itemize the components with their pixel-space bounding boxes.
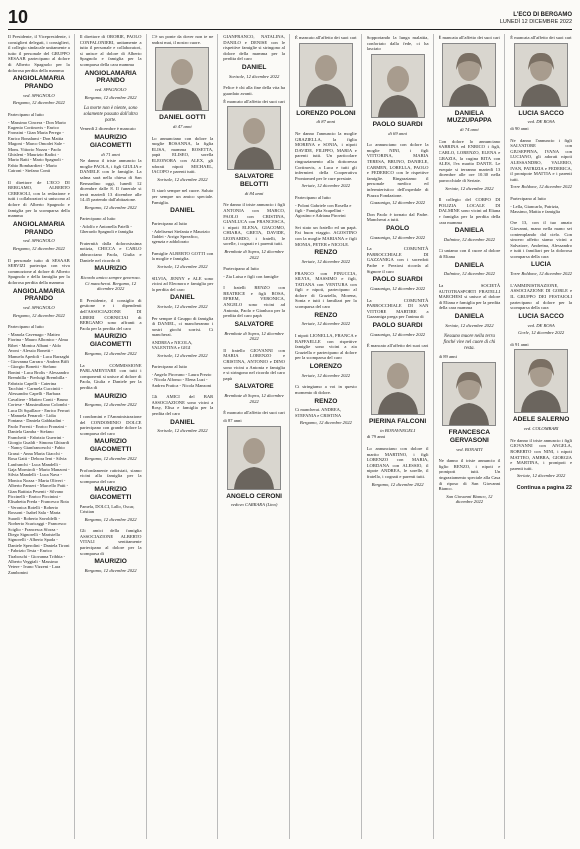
notice-place: Bergamo, 12 dicembre 2022	[84, 94, 137, 100]
portrait-photo	[155, 47, 209, 111]
obituary-notice	[367, 298, 429, 338]
notice-names: LUCIA SACCO	[518, 109, 564, 117]
notice-intro: Felice è chi alla fine della vita ha guardato avanti.	[223, 85, 285, 96]
obituary-notice	[295, 225, 357, 265]
notice-intro: Ore 13, con il tuo amato Giovanni, mano nella mano sei contemplando dal cielo. Con sincero affetto siamo vicini a Salvatore, Andreina, Alessandro e tutti i familiari per la dolorosa scomparsa della cara	[510, 220, 572, 259]
obituary-notice	[8, 258, 70, 319]
notice-intro: Partecipano al lutto	[510, 195, 546, 201]
obituary-notice	[8, 112, 70, 174]
notice-intro: L'AMMINISTRAZIONE, ASSOCIAZIONE DI GORLE e IL GRUPPO DEI FESTAIOLI partecipano al dolore per la scomparsa della cara	[510, 282, 572, 311]
notice-sub: di 74 anni	[460, 127, 479, 133]
portrait-photo	[514, 43, 568, 107]
notice-list: - Lella, Giancarlo, Patrizia, Massimo, Mattia e famiglia	[510, 203, 560, 214]
notice-intro: La COMUNITÀ PARROCCHIALE DI SAN VITTORE MARTIRE a Gazzaniga prega per l'anima di	[366, 297, 429, 320]
notice-intro: Il fratello GIOVANNI con MARIA LORENZO e CRISTINA, ANTONIO e DINO sono vicini a Antonia e famiglia e si stringono nel ricordo del caro papà	[223, 347, 285, 381]
notice-intro: Ne danno il triste annuncio i figli GIOVANNI con ANGELA, ROBERTO con NINI, i nipoti MATTEO, AMBRA, GIORGIA e MARTINA, i pronipoti e parenti tutti.	[510, 437, 572, 471]
notice-sub: di 71 anni	[101, 151, 120, 157]
notice-names: DANIEL	[170, 207, 195, 215]
obituary-notice	[223, 285, 285, 342]
notice-names: ANGIOLAMARIA PRANDO	[12, 75, 65, 90]
notice-sub: di 69 anni	[388, 130, 407, 136]
notice-list: - Massimo Cincera - Don Mario Eugenio Cortinovis - Enrico Fronzini - Gian Maria Perego - Enrico Bonalumi - Don Mattia Magoni - Marco Omodei Sale - Mons. Vittorio Nozza - Paolo Ghisleni - Maurizio Radici - Mario Ratti - Mario Spagnoli - Fabio Bombardieri - Mario Caironi - Stefano Conti	[8, 119, 66, 174]
obituary-notice	[80, 468, 142, 523]
notice-intro: È mancato all'affetto dei suoi cari	[223, 410, 285, 416]
obituary-notice	[295, 35, 357, 125]
notice-place: Seriate, 12 dicembre 2022	[445, 185, 494, 191]
obituary-notice	[8, 180, 70, 252]
notice-place: Bergamo, 12 dicembre 2022	[84, 516, 137, 522]
notice-intro: Don Paolo è tornato dal Padre. Mancherai a tutti.	[366, 211, 429, 223]
notice-poem: Nessuno muore nella terra finché vive nel cuore di chi resta.	[443, 334, 496, 352]
notice-place: Torre Boldone, 12 dicembre 2022	[510, 184, 572, 190]
notice-names: DANIELA MUZZUPAPPA	[446, 109, 492, 125]
notice-names: LUCIA	[531, 261, 552, 269]
notice-place: Sorisole, 12 dicembre 2022	[228, 73, 280, 79]
notice-intro: Il collegio del CORPO DI POLIZIA LOCALE DI DALMINE sono vicini ad Eliana e famiglia per la perdita della cara mamma	[438, 197, 501, 225]
notice-names: MAURIZIO	[94, 558, 127, 566]
notice-sub: vedovo CARRARA (Lino)	[230, 502, 278, 508]
paper-date: LUNEDÌ 12 DICEMBRE 2022	[499, 19, 572, 25]
notice-place: Gazzaniga, 12 dicembre 2022	[370, 234, 426, 240]
notice-intro: GIANFRANCO, NATALINA, DANILO e DENISE con le rispettive famiglie si stringono al dolore della mamma per la perdita del caro	[223, 34, 285, 62]
notice-intro: Ne danno l'annuncio la moglie GRAZIELLA, la figlia MORENA e SONIA, i nipoti DAVIDE, FILIPPO, MARIA e parenti tutti. Un particolare ringraziamento alla dottoressa Cortinovis, a Luca e tutti gli infermieri della Cooperativa Prontomed per le cure prestate.	[295, 130, 357, 181]
obituary-notice	[510, 438, 572, 479]
obituary-notice	[439, 35, 501, 133]
portrait-photo	[227, 426, 281, 490]
notice-list: - Poloni Gabriele con Rosella e figli - Famiglia Scapellini - Agostino e Adriana Pirovini	[295, 202, 352, 219]
notice-sub: ved. DE ROSA	[527, 322, 555, 328]
notice-intro: Ci uniamo con il cuore al dolore di Eliana	[438, 248, 501, 260]
notice-intro: I fratelli RENZO con BEATRICE e figli ROSA, EFREM, VERONICA, ANGELO sono vicini ad Antonia, Paolo e Gianluca per la perdita del caro papà	[223, 285, 285, 319]
obituary-notice	[223, 202, 285, 260]
notice-text: di 89 anni	[438, 354, 457, 360]
notice-place: Bergamo, 12 dicembre 2022	[12, 100, 65, 106]
notice-place: Seriate, 12 dicembre 2022	[445, 322, 494, 328]
notice-names: ANGIOLAMARIA PRANDO	[12, 220, 65, 236]
notice-text2: di 79 anni	[366, 434, 386, 440]
obituary-notice	[152, 251, 214, 270]
notice-names: DANIEL	[170, 418, 195, 426]
obituary-notice	[8, 324, 70, 575]
obituary-notice	[439, 139, 501, 191]
notice-names: ANGIOLAMARIA PRANDO	[12, 287, 65, 303]
obituary-notice	[510, 196, 572, 214]
column-2	[80, 34, 147, 839]
column-7	[439, 34, 506, 839]
notice-place: Sorisole, 12 dicembre 2022	[157, 304, 208, 310]
notice-sub: ved. SPAGNOLO	[23, 305, 55, 311]
notice-names: LORENZO POLONI	[296, 109, 356, 117]
notice-names: ADELE SALERNO	[512, 416, 570, 424]
notice-sub: ved. BONAITI	[456, 446, 483, 452]
obituary-notice	[510, 138, 572, 190]
obituary-notice	[223, 34, 285, 79]
obituary-notice	[510, 342, 572, 432]
notice-place: Gazzaniga, 12 dicembre 2022	[370, 286, 426, 292]
notice-names: MAURIZIO	[94, 265, 127, 273]
obituary-notice	[152, 221, 214, 245]
notice-text: Venerdì 2 dicembre è mancato	[79, 126, 136, 132]
notice-list: - Adelisenzi Stefania e Maurizio Taddei - Arrigo Spreafico, agenzia e addolorato	[151, 228, 210, 245]
notice-text: È mancata all'affetto dei suoi cari	[438, 35, 500, 40]
obituary-notice	[223, 410, 285, 508]
notice-place: Seriate, 12 dicembre 2022	[516, 473, 566, 479]
notice-intro: Il direttore de L'ECO DI BERGAMO, ALBERTO CERESOLI, con la redazione e tutti i collaboratori si uniscono al dolore di Alberto Spagnolo e famiglia per la scomparsa della mamma	[8, 179, 70, 219]
obituary-notice	[367, 343, 429, 440]
obituary-notice	[510, 220, 572, 277]
notice-place: Seriate, 12 dicembre 2022	[301, 372, 351, 378]
notice-intro: Gli amici della famiglia ASSOCIAZIONE ALBERTO VITALI sentitamente partecipano al dolore per la scomparsa di	[79, 528, 142, 556]
notice-intro: Il Presidente, il consiglio di gestione e i dipendenti dell'ASSOCIAZIONE DI LIBERI CORNICIAI di BERGAMO sono affranti a Paola per la perdita del caro	[79, 297, 142, 331]
column-8	[510, 34, 572, 839]
notice-list: Pamela, DOLCI, Lallo, Oscar, Cristian	[79, 503, 135, 515]
notice-list: - Adolfo e Antonella Patelli - Gherardo Spagnoli e famiglia	[79, 224, 134, 235]
notice-sub: ved. SPAGNOLO	[94, 87, 127, 93]
notice-intro: Il direttore di OROBIE, PAOLO CONFALONIERI, unitamente a tutto il personale e collaboratori, si unisce al dolore di Alberto Spagnolo e famiglia per la scomparsa della cara mamma	[79, 34, 142, 67]
obituary-notice	[439, 248, 501, 277]
notice-names: RENZO	[314, 249, 338, 257]
obituary-notice	[510, 283, 572, 336]
notice-list: ANDREA e NICOLA, VALENTINA e GIGI	[151, 340, 193, 351]
page-number: 10	[8, 7, 29, 27]
obituary-notice	[152, 394, 214, 434]
notice-names: SALVATORE	[234, 383, 274, 391]
notice-names: DANIEL GOTTI	[159, 114, 206, 122]
notice-place: Sorisole, 12 dicembre 2022	[157, 352, 208, 358]
notice-intro: Il Presidente, il Vicepresidente, i consiglieri delegati, i consiglieri, il collegio sindacale unitamente a tutto il personale del GRUPPO SESAAB partecipano al dolore di Alberto Spagnolo per la dolorosa perdita della mamma	[8, 34, 70, 73]
obituary-notice	[152, 316, 214, 359]
notice-names: MAURIZIO GIACOMETTI	[89, 438, 132, 454]
notice-names: MAURIZIO GIACOMETTI	[89, 333, 132, 349]
obituary-notice	[80, 241, 142, 292]
notice-place: Gorle, 12 dicembre 2022	[518, 330, 565, 336]
notice-list: - Manola Cavenago - Matteo Fiorina - Mauro Albonico - Alma Ribet - Monica Albani - Aldo Avoni - Alessio Bonetti - Manuela Apedoli - Luca Barzaghi - Giovanna Carrara - Andrea Biffi - Giorgio Bonetti - Stefano Bonini - Luca Brolis - Alessandro Brembilla - Pierluigi Brembilla - Fabrizio Capelli - Caterina Tacchini - Carmela Cucciniti - Alessandro Capelli - Barbara Cavaliere - Matteo Conti - Bruno Cortese - Massimiliano Colombi - Luca Di Squillace - Enrico Ferrari - Manuela Fenaroli - Lidia Fontana - Daniela Gabbiadini - Paolo Foresti - Enrico Fronzini - Daniela Gamba - Stefano Franchetti - Fabrizio Guerrini - Giorgio Gualdi - Simona Ghirardi - Nancy Gianfranceschi - Fabio Grassi - Anna Maria Giacchi - Rosa Gatti - Debora Ieni - Silvia Lanfranchi - Luca Mandelli - Gaja Morniroli - Mario Manzoni - Silvia Mandelli - Luca Nava - Monica Nozza - Marta Oliveri - Alberto Panseri - Marcello Patti - Gian Battista Pesenti - Silvano Piccinelli - Enrico Piccinini - Elisabetta Preda - Francesco Rota - Veronica Rotelli - Roberto Rossoni - Isabel Sala - Marta Suardi - Roberto Savoldelli - Norberto Scaricaggi - Francesco Sciglio - Francesca Sforza - Diego Signorelli - Maristella Signorelli - Alberto Spada - Daniele Sperolini - Daniela Tironi - Fabrizio Testa - Enrico Tiraboschi - Giovanna Tribbia - Alberto Veggiali - Massimo Vetere - Ivano Vizzeni - Lara Zambonini	[8, 331, 70, 575]
notice-place: Seriate, 12 dicembre 2022	[301, 258, 351, 264]
notice-names: DANIEL	[241, 63, 267, 71]
obituary-notice	[152, 276, 214, 310]
notice-sub: in BONAVANGELI	[380, 427, 416, 433]
notice-intro: Lo annunciano con dolore il marito MARTINO, i figli LORENZO con MARIA, LORDANA con ALESSIO, il nipote ANDREA, le sorelle, il fratello, i cognati e parenti tutti.	[366, 445, 429, 479]
notice-place: Bergamo, 12 dicembre 2022	[84, 204, 137, 210]
notice-names: PAOLO	[386, 224, 410, 232]
notice-place: Bergamo, 12 dicembre 2022	[84, 568, 137, 574]
obituary-notice	[367, 446, 429, 487]
obituary-columns	[8, 34, 572, 839]
obituary-notice	[367, 142, 429, 206]
obituary-notice	[295, 195, 357, 219]
notice-place: Sorisole, 12 dicembre 2022	[157, 176, 208, 182]
notice-place: Bergamo, 12 dicembre 2022	[371, 481, 424, 487]
notice-place: Dalmine, 12 dicembre 2022	[443, 271, 495, 277]
notice-intro: I condomini e l'Amministrazione del CONDOMINIO DOLCE partecipano con grande dolore la scomparsa del caro	[79, 413, 142, 436]
notice-place: Bergamo, 12 dicembre 2022	[84, 402, 137, 408]
notice-text: Sopportando la lunga malattia, confortato dalla fede, ci ha lasciato	[366, 35, 429, 52]
notice-intro: Famiglie ALBERTO GOTTI con la moglie e famiglia.	[151, 250, 214, 262]
notice-place: Bergamo, 12 dicembre 2022	[84, 455, 137, 461]
column-5	[295, 34, 362, 839]
notice-names: DANIELA	[454, 313, 485, 321]
obituary-notice	[152, 136, 214, 183]
notice-names: RENZO	[314, 311, 338, 319]
notice-place: Ricordo amico sempre generoso. Ci mancherai. Bergamo, 12 dicembre 2022	[80, 275, 141, 292]
obituary-notice	[295, 333, 357, 378]
notice-names: LORENZO	[309, 363, 342, 371]
obituary-notice	[80, 414, 142, 462]
notice-text2: di 90 anni	[510, 125, 529, 131]
obituary-notice	[295, 131, 357, 189]
notice-names: MAURIZIO	[94, 392, 127, 400]
notice-place: Bergamo, 12 dicembre 2022	[12, 312, 65, 318]
page-header	[8, 6, 572, 30]
notice-names: DANIELA	[454, 227, 485, 235]
notice-intro2: Ne danno il triste annuncio la moglie PAOLA, i figli GIULIA e DANIELE con le famiglie. La salma sarà nella chiesa di San Bernardino oggi, lunedì 12 dicembre dalle 8. Il funerale si terrà martedì 13 dicembre alle 14.45 partendo dall'abitazione.	[79, 158, 142, 203]
notice-names: MAURIZIO GIACOMETTI	[89, 486, 132, 502]
notice-poem: La morte non è niente, sono solamente passato dall'altra parte.	[83, 106, 138, 124]
notice-intro: Profondamente rattristati, siamo vicini alla famiglia per la scomparsa del caro	[79, 467, 142, 484]
obituary-notice	[439, 197, 501, 242]
obituary-notice	[80, 216, 142, 234]
portrait-photo	[371, 351, 425, 415]
notice-intro: Partecipano al lutto	[295, 194, 331, 200]
notice-names: LUCIA SACCO	[518, 312, 564, 320]
obituary-notice	[152, 364, 214, 388]
notice-names: ANGELO CERONI	[226, 492, 282, 500]
notice-intro: Per sempre il Gruppo di famiglia di DANIEL, ci mancheranno i nostri giochi sorrisi. Ci mancherai.	[151, 315, 214, 338]
notice-names: PAOLO SUARDI	[372, 120, 423, 128]
notice-text: È mancato all'affetto dei suoi cari	[223, 98, 285, 104]
obituary-notice	[439, 334, 501, 452]
obituary-notice	[80, 363, 142, 408]
notice-names: PAOLO SUARDI	[372, 322, 423, 330]
portrait-photo	[371, 54, 425, 118]
obituary-notice	[295, 384, 357, 425]
notice-place: San Giovanni Bianco, 12 dicembre 2022	[446, 493, 493, 505]
paper-name: L'ECO DI BERGAMO	[513, 12, 572, 18]
notice-intro: Gli AMICI del BAR ASSOCIAZIONE sono vicini a Rosy, Elisa e famiglia per la perdita del caro	[151, 394, 214, 417]
notice-intro: SILVIA, JENNY e ALE sono vicini ad Eleonora e famiglia per la perdita del caro	[151, 275, 214, 292]
notice-place: Bergamo, 12 dicembre 2022	[12, 245, 65, 251]
notice-text: È mancata all'affetto dei suoi cari	[510, 35, 572, 40]
column-4	[223, 34, 290, 839]
obituary-notice	[80, 298, 142, 357]
portrait-photo	[299, 43, 353, 107]
notice-text: Ti starò sempre nel cuore. Saluto per sempre un amico speciale. Famiglia.	[151, 188, 214, 205]
notice-sub: ved. COLOMBARI	[523, 426, 559, 432]
obituary-notice	[152, 34, 214, 130]
notice-place: Seriate, 12 dicembre 2022	[301, 183, 351, 189]
notice-place: Torre Boldone, 12 dicembre 2022	[510, 271, 572, 277]
notice-place: Sorisole, 12 dicembre 2022	[157, 428, 208, 434]
notice-intro: C'è un ponte da dover non te ne andrai mai, il nostro cuore.	[151, 34, 214, 45]
notice-intro: Ne danno il triste annuncio i figli ANTONIA con MARCO, PAOLO con CRISTINA, GIANLUCA con FRANCESCA, i nipoti ELENA, GIACOMO, CHIARA, GRETA, DAVIDE, LEONARDO, i fratelli, le sorelle, i cognati e i parenti tutti.	[223, 202, 285, 247]
notice-place: Gazzaniga, 12 dicembre 2022	[370, 200, 426, 206]
obituary-notice	[510, 35, 572, 132]
obituary-notice	[295, 271, 357, 328]
notice-names: DANIEL	[170, 294, 195, 302]
notice-names: DANIELA	[454, 261, 485, 269]
notice-place: Gazzaniga, 12 dicembre 2022	[370, 331, 426, 337]
obituary-notice	[223, 266, 285, 279]
obituary-notice	[439, 458, 501, 505]
notice-place: Bergamo, 12 dicembre 2022	[299, 420, 352, 426]
continued-note: Continua a pagina 22	[516, 484, 572, 491]
portrait-photo	[514, 349, 568, 413]
obituary-notice	[367, 212, 429, 241]
notice-intro: La SOCIETÀ AUTOTRASPORTI FRATELLI MARCHESI si unisce al dolore di Eliana e famiglia per la perdita della cara mamma	[438, 283, 501, 311]
notice-names: PIERINA FALCONI	[368, 418, 427, 425]
obituary-notice	[223, 85, 285, 196]
obituary-notice	[80, 34, 142, 100]
column-1	[8, 34, 75, 839]
notice-names: SALVATORE	[234, 320, 274, 328]
notice-place: Dalmine, 12 dicembre 2022	[443, 236, 495, 242]
notice-text: di 87 anni	[223, 417, 242, 423]
notice-intro: Partecipano al lutto	[8, 111, 44, 117]
column-6	[367, 34, 434, 839]
notice-text: È mancato all'affetto dei suoi cari	[366, 343, 429, 349]
notice-sub: di 47 anni	[173, 123, 192, 129]
notice-intro: Lo annunciano con dolore la moglie ROSANNA, la figlia ELISA, mamma ROSETTA, papà ELISEO, sorella ELEONORA con ALEX, gli adorati nipoti MICHAEL, JACOPO e parenti tutti.	[151, 135, 214, 175]
obituary-notice	[367, 246, 429, 291]
obituary-notice	[152, 188, 214, 215]
obituary-notice	[223, 348, 285, 405]
column-3	[152, 34, 219, 839]
notice-intro: Lo annunciano con dolore la moglie NINI, i figli VITTORINA, MARIA TERESA, BRUNO, DANIELE, CARMEN, LORELLA, PAOLO e FEDERICO con le rispettive famiglie. Ringraziamo il personale medico ed infermieristico dell'ospedale di Piazza Fondazione.	[366, 142, 429, 198]
obituary-notice	[439, 283, 501, 328]
notice-intro: FRANCO con PINUCCIA, SILVIA, MASSIMO e figli, TATIANA con VENTURA con figli e nipoti, partecipano al dolore di Graziella, Morena, Sonia e tutti i familiari per la scomparsa del caro	[295, 270, 357, 310]
notice-intro: Partecipano al lutto	[151, 220, 188, 226]
portrait-photo	[442, 43, 496, 107]
notice-sub: ved. SPAGNOLO	[23, 238, 55, 244]
notice-list: Ci mancherai. ANDREA, STEFANIA e CRISTINA	[295, 407, 342, 418]
notice-list: - Zia Luisa e figli con famiglie	[223, 273, 279, 279]
notice-text: È mancato all'affetto dei suoi cari	[295, 35, 357, 40]
notice-names: MAURIZIO GIACOMETTI	[89, 133, 132, 149]
notice-intro: Con dolore lo annunciano SABRINA ed ENRICO i figli, CARLO, LORENZO, ELENA e GRAZIA, la cugina RITA con ALES, l'ex marito DANTE. Le esequie si terranno martedì 13 dicembre alle ore 10.30 nella parrocchiale di Seriate.	[438, 138, 501, 183]
header-right	[500, 12, 572, 26]
portrait-photo	[442, 362, 496, 426]
notice-sub: di 87 anni	[316, 119, 336, 125]
notice-list: - Angelo Pirovano - Laura Prezio - Nicola Alfonso - Elena Luzi - Andrea Pratica - Nicola Manzoni	[151, 372, 212, 388]
notice-names: PAOLO SUARDI	[372, 276, 423, 284]
notice-sub: ved. DE ROSA	[527, 119, 555, 125]
notice-intro: Il personale tutto di SESAAB SERVIZI partecipa con viva commozione al dolore di Alberto Spagnolo e della famiglia per la dolorosa perdita della mamma	[8, 257, 70, 285]
notice-place: Seriate, 12 dicembre 2022	[301, 321, 351, 327]
notice-intro: Ci stringiamo a voi in questo momento di dolore.	[295, 384, 357, 395]
notice-intro: Partecipano al lutto	[223, 266, 259, 272]
obituary-notice	[8, 34, 70, 106]
notice-place: Brembate di Sopra, 12 dicembre 2022	[224, 330, 284, 342]
notice-intro: Ne danno l'annuncio i figli SALVATORE con GIUSEPPINA, IVANA con LUCIANO, gli adorati nipoti ALESSANDRO, VALERIO, IVAN, PATRIZIA e FEDERICA, il pronipote MATTIA e i parenti tutti.	[510, 137, 572, 182]
notice-names: SALVATORE BELOTTI	[234, 173, 274, 188]
notice-text: di 91 anni	[510, 341, 529, 347]
notice-names: ANGIOLAMARIA PRANDO	[84, 69, 137, 85]
notice-intro: Partecipano al lutto	[79, 216, 116, 222]
notice-names: FRANCESCA GERVASONI	[448, 429, 491, 444]
notice-place: Bergamo, 12 dicembre 2022	[84, 350, 137, 356]
notice-intro: Fraternità dalla dolorosissima notizia, CHICCA e CARLO abbracciano Paola, Giulia e Daniele nel ricordo di	[79, 240, 142, 263]
notice-place: Sorisole, 12 dicembre 2022	[157, 263, 208, 269]
notice-intro: La COMMISSIONE PARLAMENTARE con tutti i componenti si unisce al dolore di Paola, Giulia e Daniele per la perdita di	[79, 362, 142, 390]
obituary-notice	[80, 106, 142, 210]
notice-intro: Ne danno il triste annuncio il figlio RENZO, i nipoti e pronipoti tutti. Un ringraziamento speciale alla Casa di riposo di San Giovanni Bianco.	[438, 458, 501, 492]
notice-sub: di 84 anni	[244, 190, 264, 196]
notice-intro: Partecipano al lutto	[8, 324, 44, 330]
notice-intro: Partecipano al lutto	[151, 364, 188, 370]
portrait-photo	[227, 106, 281, 170]
notice-text: Sei stato un fratello ed un papà. Fai buon viaggio. AGOSTINO con la moglie MARIANA e figli MONIA, PETER e NICOLE.	[295, 224, 357, 247]
notice-intro: La COMUNITÀ PARROCCHIALE DI GAZZANIGA con i sacerdoti Padre e Preziosi ricorda al Signore il caro	[366, 246, 429, 274]
notice-place: Brembate di Sopra, 12 dicembre 2022	[224, 249, 284, 260]
notice-place: Brembate di Sopra, 12 dicembre 2022	[224, 393, 284, 404]
obituary-notice	[367, 35, 429, 136]
notice-names: RENZO	[314, 397, 338, 405]
notice-intro: I nipoti LIONELLA, FRANCA e RAFFAELLE con rispettive famiglie sono vicini a zia Graziella e partecipano al dolore per la scomparsa del caro	[295, 333, 357, 361]
notice-sub: ved. SPAGNOLO	[23, 92, 55, 98]
obituary-notice	[80, 528, 142, 573]
